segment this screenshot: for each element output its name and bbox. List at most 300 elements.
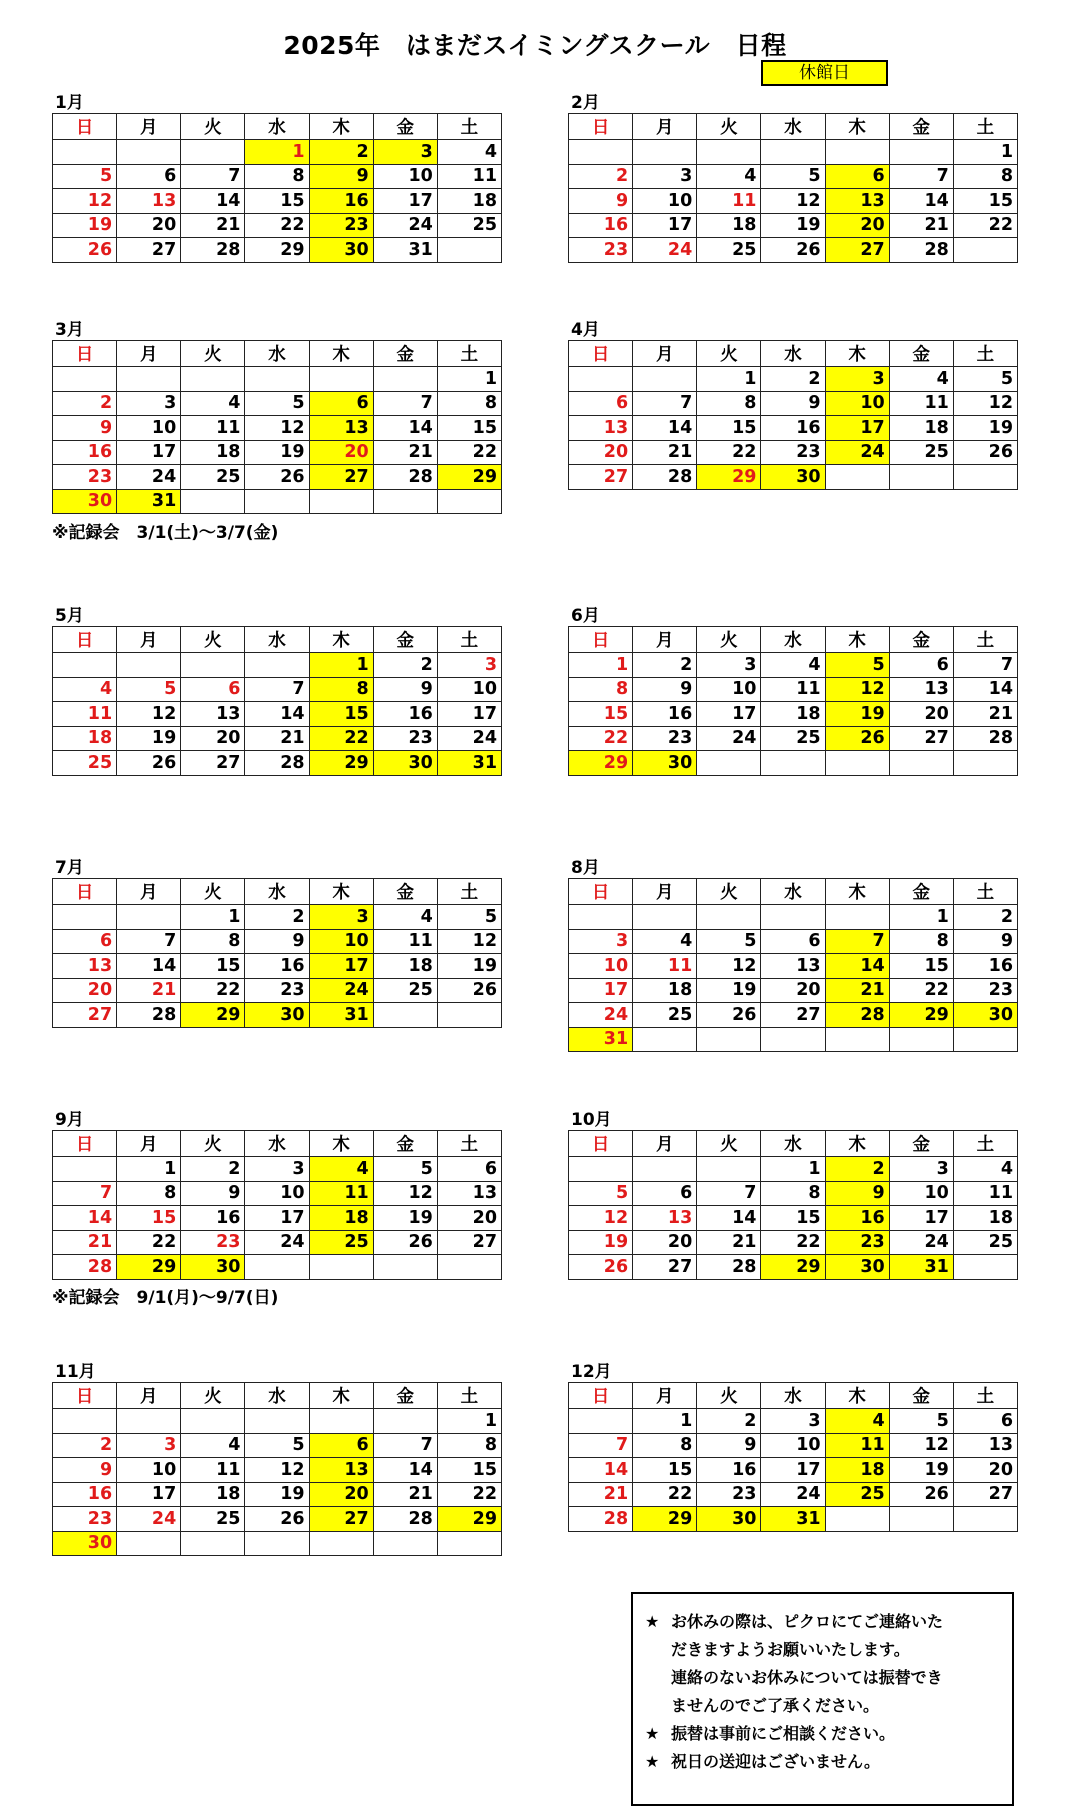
weekday-header: 火 bbox=[697, 1383, 761, 1409]
empty-cell bbox=[117, 367, 181, 392]
day-cell: 24 bbox=[117, 1507, 181, 1532]
week-row bbox=[569, 1027, 1018, 1052]
empty-cell bbox=[761, 1027, 825, 1052]
notice-box bbox=[631, 1592, 1014, 1806]
empty-cell bbox=[245, 1531, 309, 1556]
day-cell: 1 bbox=[889, 905, 953, 930]
day-cell: 23 bbox=[825, 1230, 889, 1255]
day-cell: 11 bbox=[181, 416, 245, 441]
day-cell: 1 bbox=[117, 1157, 181, 1182]
day-cell: 11 bbox=[53, 702, 117, 727]
day-cell: 7 bbox=[953, 653, 1017, 678]
weekday-header: 日 bbox=[569, 341, 633, 367]
month-label: 7月 bbox=[55, 858, 84, 878]
day-cell: 5 bbox=[117, 677, 181, 702]
day-cell: 11 bbox=[953, 1181, 1017, 1206]
day-cell: 1 bbox=[697, 367, 761, 392]
day-cell: 5 bbox=[761, 164, 825, 189]
empty-cell bbox=[53, 1157, 117, 1182]
week-row bbox=[53, 440, 502, 465]
day-cell: 25 bbox=[953, 1230, 1017, 1255]
day-cell: 14 bbox=[117, 954, 181, 979]
weekday-header: 金 bbox=[373, 1131, 437, 1157]
day-cell: 2 bbox=[761, 367, 825, 392]
week-row bbox=[569, 653, 1018, 678]
day-cell: 31 bbox=[889, 1255, 953, 1280]
day-cell: 20 bbox=[953, 1458, 1017, 1483]
day-cell: 2 bbox=[53, 1433, 117, 1458]
day-cell: 13 bbox=[309, 1458, 373, 1483]
month-label: 5月 bbox=[55, 606, 84, 626]
day-cell: 28 bbox=[181, 238, 245, 263]
day-cell: 16 bbox=[373, 702, 437, 727]
empty-cell bbox=[437, 1003, 501, 1028]
day-cell: 21 bbox=[889, 213, 953, 238]
day-cell: 20 bbox=[569, 440, 633, 465]
day-cell: 31 bbox=[437, 751, 501, 776]
day-cell: 16 bbox=[633, 702, 697, 727]
day-cell: 4 bbox=[953, 1157, 1017, 1182]
day-cell: 18 bbox=[437, 189, 501, 214]
day-cell: 5 bbox=[569, 1181, 633, 1206]
weekday-header: 金 bbox=[373, 114, 437, 140]
day-cell: 18 bbox=[309, 1206, 373, 1231]
empty-cell bbox=[309, 1255, 373, 1280]
day-cell: 20 bbox=[309, 440, 373, 465]
day-cell: 25 bbox=[309, 1230, 373, 1255]
week-row bbox=[569, 1181, 1018, 1206]
day-cell: 22 bbox=[181, 978, 245, 1003]
day-cell: 12 bbox=[373, 1181, 437, 1206]
month-label: 1月 bbox=[55, 93, 84, 113]
day-cell: 14 bbox=[889, 189, 953, 214]
empty-cell bbox=[825, 465, 889, 490]
day-cell: 3 bbox=[117, 1433, 181, 1458]
day-cell: 18 bbox=[697, 213, 761, 238]
week-row bbox=[53, 978, 502, 1003]
week-row bbox=[53, 1206, 502, 1231]
day-cell: 3 bbox=[117, 391, 181, 416]
week-row bbox=[569, 391, 1018, 416]
week-row bbox=[53, 1157, 502, 1182]
weekday-header-row bbox=[569, 341, 1018, 367]
weekday-header: 火 bbox=[697, 879, 761, 905]
week-row bbox=[53, 238, 502, 263]
empty-cell bbox=[569, 905, 633, 930]
day-cell: 31 bbox=[761, 1507, 825, 1532]
day-cell: 11 bbox=[889, 391, 953, 416]
day-cell: 8 bbox=[953, 164, 1017, 189]
weekday-header-row bbox=[569, 879, 1018, 905]
day-cell: 5 bbox=[953, 367, 1017, 392]
weekday-header: 日 bbox=[53, 114, 117, 140]
day-cell: 11 bbox=[437, 164, 501, 189]
day-cell: 12 bbox=[953, 391, 1017, 416]
week-row bbox=[53, 1458, 502, 1483]
week-row bbox=[53, 489, 502, 514]
day-cell: 11 bbox=[825, 1433, 889, 1458]
day-cell: 12 bbox=[889, 1433, 953, 1458]
day-cell: 15 bbox=[569, 702, 633, 727]
empty-cell bbox=[117, 905, 181, 930]
day-cell: 8 bbox=[309, 677, 373, 702]
weekday-header: 木 bbox=[825, 341, 889, 367]
month-table bbox=[52, 340, 502, 514]
day-cell: 1 bbox=[437, 367, 501, 392]
empty-cell bbox=[697, 905, 761, 930]
day-cell: 18 bbox=[889, 416, 953, 441]
day-cell: 29 bbox=[181, 1003, 245, 1028]
day-cell: 10 bbox=[633, 189, 697, 214]
day-cell: 25 bbox=[825, 1482, 889, 1507]
day-cell: 5 bbox=[245, 1433, 309, 1458]
empty-cell bbox=[245, 1409, 309, 1434]
empty-cell bbox=[53, 653, 117, 678]
empty-cell bbox=[117, 1531, 181, 1556]
month-calendar bbox=[568, 606, 1018, 776]
day-cell: 14 bbox=[245, 702, 309, 727]
empty-cell bbox=[953, 1507, 1017, 1532]
weekday-header: 日 bbox=[569, 879, 633, 905]
day-cell: 14 bbox=[697, 1206, 761, 1231]
week-row bbox=[569, 164, 1018, 189]
day-cell: 20 bbox=[761, 978, 825, 1003]
month-table bbox=[568, 878, 1018, 1052]
day-cell: 11 bbox=[181, 1458, 245, 1483]
day-cell: 4 bbox=[889, 367, 953, 392]
day-cell: 27 bbox=[181, 751, 245, 776]
week-row bbox=[569, 1458, 1018, 1483]
weekday-header: 火 bbox=[181, 1131, 245, 1157]
weekday-header: 木 bbox=[825, 627, 889, 653]
weekday-header: 月 bbox=[633, 1383, 697, 1409]
day-cell: 30 bbox=[761, 465, 825, 490]
weekday-header: 月 bbox=[117, 1131, 181, 1157]
week-row bbox=[569, 751, 1018, 776]
weekday-header: 火 bbox=[181, 879, 245, 905]
day-cell: 23 bbox=[309, 213, 373, 238]
weekday-header: 金 bbox=[373, 1383, 437, 1409]
day-cell: 3 bbox=[697, 653, 761, 678]
day-cell: 12 bbox=[761, 189, 825, 214]
empty-cell bbox=[697, 1157, 761, 1182]
day-cell: 6 bbox=[569, 391, 633, 416]
month-calendar bbox=[568, 1110, 1018, 1280]
weekday-header-row bbox=[53, 627, 502, 653]
weekday-header: 土 bbox=[437, 879, 501, 905]
day-cell: 13 bbox=[633, 1206, 697, 1231]
day-cell: 15 bbox=[309, 702, 373, 727]
empty-cell bbox=[181, 1531, 245, 1556]
month-calendar bbox=[52, 93, 502, 263]
day-cell: 18 bbox=[53, 726, 117, 751]
day-cell: 14 bbox=[373, 416, 437, 441]
weekday-header: 日 bbox=[569, 114, 633, 140]
day-cell: 20 bbox=[181, 726, 245, 751]
weekday-header: 日 bbox=[53, 627, 117, 653]
day-cell: 24 bbox=[245, 1230, 309, 1255]
day-cell: 10 bbox=[437, 677, 501, 702]
day-cell: 14 bbox=[825, 954, 889, 979]
day-cell: 6 bbox=[181, 677, 245, 702]
day-cell: 23 bbox=[53, 465, 117, 490]
day-cell: 2 bbox=[53, 391, 117, 416]
day-cell: 9 bbox=[181, 1181, 245, 1206]
day-cell: 21 bbox=[245, 726, 309, 751]
empty-cell bbox=[825, 1507, 889, 1532]
weekday-header: 火 bbox=[181, 341, 245, 367]
day-cell: 10 bbox=[245, 1181, 309, 1206]
empty-cell bbox=[181, 140, 245, 165]
empty-cell bbox=[889, 1507, 953, 1532]
week-row bbox=[53, 213, 502, 238]
empty-cell bbox=[889, 465, 953, 490]
weekday-header: 日 bbox=[569, 1131, 633, 1157]
day-cell: 3 bbox=[825, 367, 889, 392]
day-cell: 6 bbox=[117, 164, 181, 189]
day-cell: 23 bbox=[53, 1507, 117, 1532]
weekday-header: 金 bbox=[373, 341, 437, 367]
day-cell: 8 bbox=[761, 1181, 825, 1206]
empty-cell bbox=[889, 751, 953, 776]
week-row bbox=[53, 367, 502, 392]
week-row bbox=[53, 677, 502, 702]
day-cell: 10 bbox=[373, 164, 437, 189]
empty-cell bbox=[953, 465, 1017, 490]
week-row bbox=[569, 1003, 1018, 1028]
notice-item bbox=[645, 1608, 1002, 1720]
weekday-header: 土 bbox=[953, 114, 1017, 140]
day-cell: 8 bbox=[889, 929, 953, 954]
weekday-header: 土 bbox=[437, 114, 501, 140]
day-cell: 8 bbox=[633, 1433, 697, 1458]
day-cell: 29 bbox=[437, 1507, 501, 1532]
day-cell: 7 bbox=[245, 677, 309, 702]
week-row bbox=[569, 702, 1018, 727]
day-cell: 17 bbox=[761, 1458, 825, 1483]
day-cell: 25 bbox=[181, 465, 245, 490]
day-cell: 22 bbox=[889, 978, 953, 1003]
empty-cell bbox=[953, 751, 1017, 776]
day-cell: 26 bbox=[569, 1255, 633, 1280]
weekday-header: 月 bbox=[633, 114, 697, 140]
empty-cell bbox=[569, 1157, 633, 1182]
day-cell: 22 bbox=[117, 1230, 181, 1255]
day-cell: 22 bbox=[437, 1482, 501, 1507]
day-cell: 12 bbox=[697, 954, 761, 979]
day-cell: 24 bbox=[569, 1003, 633, 1028]
empty-cell bbox=[245, 489, 309, 514]
day-cell: 29 bbox=[437, 465, 501, 490]
empty-cell bbox=[825, 905, 889, 930]
empty-cell bbox=[437, 489, 501, 514]
day-cell: 24 bbox=[761, 1482, 825, 1507]
weekday-header: 月 bbox=[633, 1131, 697, 1157]
day-cell: 19 bbox=[117, 726, 181, 751]
day-cell: 28 bbox=[373, 1507, 437, 1532]
day-cell: 24 bbox=[825, 440, 889, 465]
day-cell: 28 bbox=[953, 726, 1017, 751]
month-calendar bbox=[568, 320, 1018, 490]
weekday-header: 木 bbox=[309, 341, 373, 367]
weekday-header-row bbox=[53, 879, 502, 905]
month-label: 11月 bbox=[55, 1362, 96, 1382]
day-cell: 16 bbox=[245, 954, 309, 979]
day-cell: 1 bbox=[437, 1409, 501, 1434]
empty-cell bbox=[761, 140, 825, 165]
day-cell: 18 bbox=[953, 1206, 1017, 1231]
day-cell: 14 bbox=[53, 1206, 117, 1231]
day-cell: 19 bbox=[825, 702, 889, 727]
empty-cell bbox=[633, 367, 697, 392]
empty-cell bbox=[53, 367, 117, 392]
weekday-header-row bbox=[569, 114, 1018, 140]
day-cell: 4 bbox=[697, 164, 761, 189]
weekday-header: 日 bbox=[53, 1131, 117, 1157]
event-note: ※記録会 9/1(月)～9/7(日) bbox=[52, 1288, 279, 1308]
day-cell: 1 bbox=[569, 653, 633, 678]
day-cell: 14 bbox=[953, 677, 1017, 702]
week-row bbox=[53, 1482, 502, 1507]
day-cell: 1 bbox=[245, 140, 309, 165]
empty-cell bbox=[309, 1409, 373, 1434]
weekday-header: 月 bbox=[633, 627, 697, 653]
empty-cell bbox=[953, 1027, 1017, 1052]
weekday-header: 火 bbox=[697, 114, 761, 140]
day-cell: 11 bbox=[761, 677, 825, 702]
day-cell: 4 bbox=[761, 653, 825, 678]
week-row bbox=[53, 1255, 502, 1280]
day-cell: 7 bbox=[373, 1433, 437, 1458]
day-cell: 23 bbox=[953, 978, 1017, 1003]
day-cell: 17 bbox=[117, 1482, 181, 1507]
day-cell: 28 bbox=[245, 751, 309, 776]
day-cell: 29 bbox=[309, 751, 373, 776]
day-cell: 23 bbox=[697, 1482, 761, 1507]
day-cell: 28 bbox=[825, 1003, 889, 1028]
empty-cell bbox=[633, 140, 697, 165]
day-cell: 7 bbox=[633, 391, 697, 416]
day-cell: 15 bbox=[953, 189, 1017, 214]
month-label: 4月 bbox=[571, 320, 600, 340]
page-title: 2025年 はまだスイミングスクール 日程 bbox=[283, 31, 787, 60]
month-table bbox=[568, 626, 1018, 776]
day-cell: 9 bbox=[953, 929, 1017, 954]
week-row bbox=[569, 1507, 1018, 1532]
month-table bbox=[52, 1130, 502, 1280]
day-cell: 1 bbox=[953, 140, 1017, 165]
month-table bbox=[52, 878, 502, 1028]
empty-cell bbox=[633, 905, 697, 930]
weekday-header: 水 bbox=[761, 341, 825, 367]
day-cell: 27 bbox=[569, 465, 633, 490]
month-calendar bbox=[568, 858, 1018, 1052]
day-cell: 30 bbox=[697, 1507, 761, 1532]
day-cell: 24 bbox=[437, 726, 501, 751]
notice-text: 祝日の送迎はございません。 bbox=[671, 1752, 880, 1771]
day-cell: 18 bbox=[181, 1482, 245, 1507]
weekday-header: 水 bbox=[245, 627, 309, 653]
day-cell: 16 bbox=[761, 416, 825, 441]
day-cell: 14 bbox=[373, 1458, 437, 1483]
day-cell: 5 bbox=[245, 391, 309, 416]
day-cell: 21 bbox=[633, 440, 697, 465]
empty-cell bbox=[373, 1409, 437, 1434]
day-cell: 7 bbox=[569, 1433, 633, 1458]
day-cell: 17 bbox=[825, 416, 889, 441]
weekday-header-row bbox=[53, 114, 502, 140]
day-cell: 16 bbox=[309, 189, 373, 214]
weekday-header: 日 bbox=[53, 341, 117, 367]
day-cell: 7 bbox=[181, 164, 245, 189]
day-cell: 9 bbox=[633, 677, 697, 702]
empty-cell bbox=[953, 1255, 1017, 1280]
day-cell: 2 bbox=[633, 653, 697, 678]
week-row bbox=[569, 440, 1018, 465]
day-cell: 20 bbox=[633, 1230, 697, 1255]
day-cell: 10 bbox=[117, 416, 181, 441]
day-cell: 21 bbox=[373, 440, 437, 465]
weekday-header: 土 bbox=[953, 1131, 1017, 1157]
month-table bbox=[52, 113, 502, 263]
empty-cell bbox=[373, 1255, 437, 1280]
day-cell: 26 bbox=[953, 440, 1017, 465]
weekday-header: 月 bbox=[117, 879, 181, 905]
day-cell: 8 bbox=[437, 391, 501, 416]
week-row bbox=[569, 1230, 1018, 1255]
empty-cell bbox=[373, 367, 437, 392]
day-cell: 24 bbox=[117, 465, 181, 490]
weekday-header: 土 bbox=[437, 627, 501, 653]
day-cell: 15 bbox=[245, 189, 309, 214]
day-cell: 15 bbox=[761, 1206, 825, 1231]
empty-cell bbox=[697, 751, 761, 776]
day-cell: 17 bbox=[889, 1206, 953, 1231]
week-row bbox=[53, 1003, 502, 1028]
week-row bbox=[569, 465, 1018, 490]
day-cell: 16 bbox=[569, 213, 633, 238]
day-cell: 8 bbox=[697, 391, 761, 416]
week-row bbox=[569, 677, 1018, 702]
empty-cell bbox=[953, 238, 1017, 263]
day-cell: 16 bbox=[181, 1206, 245, 1231]
day-cell: 2 bbox=[245, 905, 309, 930]
day-cell: 13 bbox=[117, 189, 181, 214]
month-table bbox=[568, 340, 1018, 490]
weekday-header: 木 bbox=[825, 114, 889, 140]
day-cell: 3 bbox=[309, 905, 373, 930]
day-cell: 18 bbox=[181, 440, 245, 465]
weekday-header-row bbox=[53, 341, 502, 367]
week-row bbox=[569, 905, 1018, 930]
weekday-header: 月 bbox=[117, 1383, 181, 1409]
day-cell: 3 bbox=[761, 1409, 825, 1434]
day-cell: 10 bbox=[825, 391, 889, 416]
day-cell: 23 bbox=[245, 978, 309, 1003]
empty-cell bbox=[309, 367, 373, 392]
empty-cell bbox=[373, 1531, 437, 1556]
empty-cell bbox=[245, 367, 309, 392]
empty-cell bbox=[181, 489, 245, 514]
week-row bbox=[53, 164, 502, 189]
event-note: ※記録会 3/1(土)～3/7(金) bbox=[52, 522, 279, 543]
day-cell: 15 bbox=[633, 1458, 697, 1483]
month-label: 12月 bbox=[571, 1362, 612, 1382]
day-cell: 26 bbox=[437, 978, 501, 1003]
weekday-header: 木 bbox=[309, 1383, 373, 1409]
weekday-header: 日 bbox=[53, 879, 117, 905]
day-cell: 6 bbox=[889, 653, 953, 678]
